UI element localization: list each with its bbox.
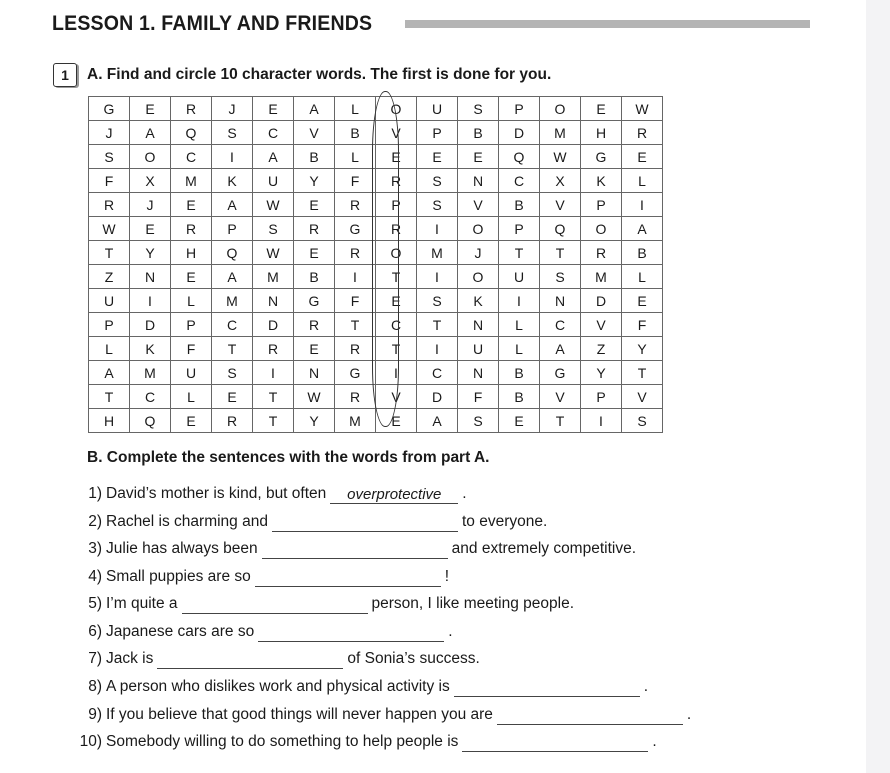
grid-cell[interactable]: N [540,289,581,313]
grid-cell[interactable]: K [458,289,499,313]
grid-cell[interactable]: V [622,385,663,409]
grid-cell[interactable]: B [294,265,335,289]
grid-cell[interactable]: Q [212,241,253,265]
grid-cell[interactable]: V [540,385,581,409]
answer-blank-filled[interactable]: overprotective [330,487,458,504]
grid-cell[interactable]: E [417,145,458,169]
sentence-item [68,705,691,725]
grid-cell[interactable]: V [581,313,622,337]
grid-cell[interactable]: E [622,289,663,313]
grid-cell[interactable]: B [499,193,540,217]
grid-cell[interactable]: P [499,217,540,241]
grid-cell[interactable]: G [89,97,130,121]
word-search-table [88,96,663,433]
grid-cell[interactable]: W [294,385,335,409]
grid-cell[interactable]: R [294,313,335,337]
grid-cell[interactable]: V [294,121,335,145]
grid-cell[interactable]: Q [499,145,540,169]
grid-cell[interactable]: E [458,145,499,169]
grid-cell[interactable]: N [458,313,499,337]
grid-cell[interactable]: T [499,241,540,265]
grid-cell[interactable]: I [417,265,458,289]
grid-row [89,385,663,409]
grid-row [89,145,663,169]
sentence-number: 3) [88,540,102,557]
grid-cell[interactable]: M [171,169,212,193]
grid-cell[interactable]: Y [294,169,335,193]
sentence-item [68,732,657,752]
answer-blank[interactable] [262,542,448,559]
answer-blank[interactable] [497,708,683,725]
grid-cell[interactable]: E [581,97,622,121]
grid-cell[interactable]: R [335,241,376,265]
grid-cell[interactable]: P [212,217,253,241]
grid-cell[interactable]: P [581,193,622,217]
grid-cell[interactable]: Q [130,409,171,433]
grid-cell[interactable]: C [253,121,294,145]
sentence-item [68,484,467,504]
grid-cell[interactable]: Q [171,121,212,145]
grid-cell[interactable]: C [130,385,171,409]
grid-cell[interactable]: S [458,97,499,121]
grid-cell[interactable]: C [212,313,253,337]
sentence-number: 1) [88,485,102,502]
grid-cell[interactable]: N [458,361,499,385]
answer-blank[interactable] [182,597,368,614]
grid-cell[interactable]: F [335,289,376,313]
grid-cell[interactable]: L [171,289,212,313]
grid-cell[interactable]: P [417,121,458,145]
answer-blank[interactable] [258,625,444,642]
grid-cell[interactable]: G [335,361,376,385]
grid-cell[interactable]: N [458,169,499,193]
grid-cell[interactable]: C [417,361,458,385]
sentence-item [68,539,636,559]
grid-row [89,409,663,433]
grid-cell[interactable]: S [417,169,458,193]
grid-cell[interactable]: I [253,361,294,385]
grid-cell[interactable]: E [171,409,212,433]
grid-cell[interactable]: S [417,193,458,217]
grid-cell[interactable]: T [253,385,294,409]
grid-cell[interactable]: W [622,97,663,121]
grid-cell[interactable]: S [212,121,253,145]
answer-blank[interactable] [454,680,640,697]
grid-cell[interactable]: T [417,313,458,337]
grid-cell[interactable]: P [581,385,622,409]
sentence-text-after: to everyone. [461,513,548,530]
grid-row [89,337,663,361]
grid-row [89,217,663,241]
title-rule [405,20,810,28]
grid-cell[interactable]: E [171,193,212,217]
grid-cell[interactable]: I [622,193,663,217]
grid-cell[interactable]: I [417,217,458,241]
grid-cell[interactable]: R [212,409,253,433]
grid-cell[interactable]: R [171,97,212,121]
grid-cell[interactable]: N [130,265,171,289]
grid-cell[interactable]: I [335,265,376,289]
grid-cell[interactable]: A [212,265,253,289]
grid-cell[interactable]: L [171,385,212,409]
grid-cell[interactable]: I [130,289,171,313]
sentence-number: 8) [88,678,102,695]
sentence-number: 10) [79,733,102,750]
grid-cell[interactable]: Y [130,241,171,265]
page-margin [866,0,890,773]
grid-cell[interactable]: M [335,409,376,433]
lesson-title: LESSON 1. FAMILY AND FRIENDS [52,12,373,35]
grid-cell[interactable]: E [212,385,253,409]
grid-cell[interactable]: J [89,121,130,145]
sentence-text-after: . [652,733,657,750]
grid-cell[interactable]: T [622,361,663,385]
grid-cell[interactable]: T [540,409,581,433]
grid-cell[interactable]: O [376,97,417,121]
grid-cell[interactable]: F [458,385,499,409]
grid-cell[interactable]: R [335,337,376,361]
grid-cell[interactable]: D [253,313,294,337]
sentence-item [68,649,480,669]
grid-cell[interactable]: M [417,241,458,265]
sentence-text-before: Somebody willing to do something to help people is [106,733,459,750]
answer-blank[interactable] [462,735,648,752]
grid-cell[interactable]: U [458,337,499,361]
grid-cell[interactable]: R [581,241,622,265]
sentence-text-before: If you believe that good things will never happen you are [106,706,493,723]
grid-cell[interactable]: A [294,97,335,121]
grid-cell[interactable]: W [89,217,130,241]
sentence-item [68,622,453,642]
sentence-number: 7) [88,650,102,667]
grid-cell[interactable]: A [212,193,253,217]
sentence-number: 6) [88,623,102,640]
part-b-instruction: B. Complete the sentences with the words from part A. [87,449,490,466]
grid-cell[interactable]: R [89,193,130,217]
grid-cell[interactable]: W [253,241,294,265]
grid-cell[interactable]: H [89,409,130,433]
grid-cell[interactable]: M [540,121,581,145]
grid-cell[interactable]: E [171,265,212,289]
grid-cell[interactable]: T [540,241,581,265]
grid-cell[interactable]: Y [581,361,622,385]
grid-cell[interactable]: G [540,361,581,385]
grid-cell[interactable]: R [376,217,417,241]
grid-cell[interactable]: L [89,337,130,361]
grid-row [89,241,663,265]
grid-cell[interactable]: I [499,289,540,313]
grid-cell[interactable]: I [581,409,622,433]
sentence-item [68,677,648,697]
grid-cell[interactable]: E [622,145,663,169]
grid-cell[interactable]: T [376,337,417,361]
grid-cell[interactable]: F [622,313,663,337]
grid-cell[interactable]: O [581,217,622,241]
grid-cell[interactable]: U [417,97,458,121]
grid-cell[interactable]: K [581,169,622,193]
grid-cell[interactable]: T [89,385,130,409]
grid-cell[interactable]: G [335,217,376,241]
word-search-grid [88,96,651,429]
grid-cell[interactable]: P [89,313,130,337]
grid-cell[interactable]: P [376,193,417,217]
grid-cell[interactable]: V [376,385,417,409]
grid-cell[interactable]: E [294,193,335,217]
grid-cell[interactable]: M [581,265,622,289]
grid-cell[interactable]: F [171,337,212,361]
sentence-text-before: David’s mother is kind, but often [106,485,327,502]
grid-cell[interactable]: U [499,265,540,289]
grid-cell[interactable]: M [130,361,171,385]
grid-cell[interactable]: T [376,265,417,289]
sentence-item [68,512,547,532]
grid-cell[interactable]: E [253,97,294,121]
grid-cell[interactable]: A [89,361,130,385]
sentence-text-before: I’m quite a [106,595,178,612]
grid-cell[interactable]: L [499,313,540,337]
grid-cell[interactable]: R [335,193,376,217]
grid-cell[interactable]: U [171,361,212,385]
sentence-text-after: ! [444,568,450,585]
grid-cell[interactable]: A [130,121,171,145]
grid-cell[interactable]: Y [294,409,335,433]
grid-row [89,193,663,217]
grid-cell[interactable]: L [335,145,376,169]
grid-cell[interactable]: D [581,289,622,313]
sentence-text-after: . [643,678,649,695]
grid-cell[interactable]: P [171,313,212,337]
grid-cell[interactable]: O [458,265,499,289]
grid-cell[interactable]: M [212,289,253,313]
grid-cell[interactable]: F [89,169,130,193]
grid-cell[interactable]: R [376,169,417,193]
sentence-number: 4) [88,568,102,585]
grid-cell[interactable]: L [622,169,663,193]
sentence-text-before: Julie has always been [106,540,258,557]
grid-cell[interactable]: T [335,313,376,337]
grid-cell[interactable]: B [335,121,376,145]
grid-row [89,265,663,289]
sentence-text-before: Small puppies are so [106,568,251,585]
grid-cell[interactable]: B [499,361,540,385]
grid-cell[interactable]: U [253,169,294,193]
grid-cell[interactable]: P [499,97,540,121]
grid-cell[interactable]: G [581,145,622,169]
grid-cell[interactable]: B [294,145,335,169]
grid-row [89,169,663,193]
grid-cell[interactable]: Q [540,217,581,241]
grid-cell[interactable]: S [458,409,499,433]
grid-cell[interactable]: T [89,241,130,265]
grid-cell[interactable]: E [294,337,335,361]
grid-cell[interactable]: S [622,409,663,433]
grid-cell[interactable]: C [499,169,540,193]
grid-cell[interactable]: S [212,361,253,385]
grid-row [89,289,663,313]
sentence-text-before: Rachel is charming and [106,513,268,530]
grid-cell[interactable]: A [540,337,581,361]
grid-cell[interactable]: U [89,289,130,313]
grid-cell[interactable]: S [253,217,294,241]
sentence-number: 9) [88,706,102,723]
grid-cell[interactable]: V [540,193,581,217]
grid-cell[interactable]: O [458,217,499,241]
sentence-item [68,594,574,614]
answer-blank[interactable] [272,515,458,532]
grid-cell[interactable]: V [458,193,499,217]
grid-cell[interactable]: O [130,145,171,169]
grid-cell[interactable]: O [540,97,581,121]
grid-cell[interactable]: N [253,289,294,313]
grid-cell[interactable]: C [540,313,581,337]
grid-cell[interactable]: I [417,337,458,361]
grid-cell[interactable]: G [294,289,335,313]
grid-row [89,97,663,121]
grid-row [89,361,663,385]
grid-cell[interactable]: Z [89,265,130,289]
sentence-number: 2) [88,513,102,530]
grid-cell[interactable]: C [171,145,212,169]
grid-cell[interactable]: R [253,337,294,361]
grid-cell[interactable]: X [540,169,581,193]
grid-cell[interactable]: S [540,265,581,289]
sentence-text-after: . [448,623,453,640]
grid-cell[interactable]: I [376,361,417,385]
grid-cell[interactable]: F [335,169,376,193]
grid-cell[interactable]: V [376,121,417,145]
grid-cell[interactable]: E [376,145,417,169]
grid-cell[interactable]: K [212,169,253,193]
grid-cell[interactable]: W [540,145,581,169]
answer-blank[interactable] [157,652,343,669]
grid-cell[interactable]: J [458,241,499,265]
grid-cell[interactable]: T [253,409,294,433]
grid-cell[interactable]: B [458,121,499,145]
grid-cell[interactable]: E [376,409,417,433]
answer-blank[interactable] [255,570,441,587]
grid-cell[interactable]: A [417,409,458,433]
grid-cell[interactable]: Y [622,337,663,361]
sentence-text-after: . [462,485,467,502]
grid-cell[interactable]: J [130,193,171,217]
grid-cell[interactable]: A [253,145,294,169]
grid-cell[interactable]: D [130,313,171,337]
sentence-text-before: Japanese cars are so [106,623,255,640]
grid-cell[interactable]: N [294,361,335,385]
part-a-instruction: A. Find and circle 10 character words. The first is done for you. [87,66,552,83]
grid-row [89,121,663,145]
grid-cell[interactable]: E [499,409,540,433]
grid-cell[interactable]: J [212,97,253,121]
sentence-text-after: of Sonia’s success. [347,650,480,667]
grid-cell[interactable]: E [376,289,417,313]
grid-cell[interactable]: Z [581,337,622,361]
grid-cell[interactable]: E [294,241,335,265]
sentence-text-before: A person who dislikes work and physical activity is [106,678,450,695]
grid-cell[interactable]: L [335,97,376,121]
grid-cell[interactable]: R [294,217,335,241]
exercise-number: 1 [53,63,77,87]
grid-cell[interactable]: X [130,169,171,193]
sentence-text-before: Jack is [106,650,154,667]
grid-cell[interactable]: R [622,121,663,145]
grid-cell[interactable]: H [171,241,212,265]
grid-cell[interactable]: I [212,145,253,169]
grid-cell[interactable]: D [417,385,458,409]
grid-cell[interactable]: H [581,121,622,145]
sentence-number: 5) [88,595,102,612]
grid-cell[interactable]: E [130,97,171,121]
grid-cell[interactable]: O [376,241,417,265]
grid-cell[interactable]: L [622,265,663,289]
grid-cell[interactable]: B [499,385,540,409]
grid-cell[interactable]: B [622,241,663,265]
grid-cell[interactable]: R [171,217,212,241]
sentence-text-after: . [686,706,692,723]
grid-cell[interactable]: C [376,313,417,337]
sentence-text-after: and extremely competitive. [451,540,637,557]
sentence-text-after: person, I like meeting people. [371,595,574,612]
grid-cell[interactable]: L [499,337,540,361]
grid-cell[interactable]: R [335,385,376,409]
grid-cell[interactable]: W [253,193,294,217]
grid-cell[interactable]: K [130,337,171,361]
grid-row [89,313,663,337]
grid-cell[interactable]: M [253,265,294,289]
grid-cell[interactable]: D [499,121,540,145]
grid-cell[interactable]: S [89,145,130,169]
sentence-item [68,567,449,587]
grid-cell[interactable]: E [130,217,171,241]
grid-cell[interactable]: T [212,337,253,361]
grid-cell[interactable]: A [622,217,663,241]
grid-cell[interactable]: S [417,289,458,313]
